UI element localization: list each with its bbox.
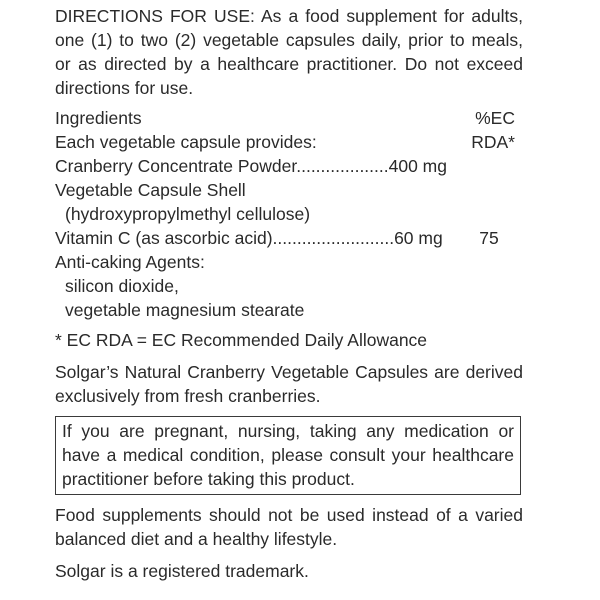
rda-heading-line1: %EC [475,108,515,128]
derived-statement: Solgar’s Natural Cranberry Vegetable Capsules are derived exclusively from fresh cranberries. [55,362,523,406]
ingredient-text: Vegetable Capsule Shell [55,180,246,200]
ingredient-text: Anti-caking Agents: [55,252,205,272]
ingredient-text: Vitamin C (as ascorbic acid).........................60 mg [55,228,443,248]
warning-text: If you are pregnant, nursing, taking any medication or have a medical condition, please consult your healthcare practitioner before taking this product. [62,421,514,489]
supplement-label [55,4,523,583]
ingredient-rda [455,178,523,202]
rda-heading-line2: RDA* [471,132,515,152]
ingredient-row [55,202,523,226]
ingredient-row [55,178,523,202]
ingredients-table [55,106,523,322]
ingredients-heading: Ingredients [55,108,142,128]
directions-text: DIRECTIONS FOR USE: As a food supplement for adults, one (1) to two (2) vegetable capsules daily, prior to meals, or as directed by a healthcare practitioner. Do not exceed directions for use. [55,6,523,98]
ingredient-row [55,298,523,322]
ingredient-text: silicon dioxide, [65,276,179,296]
ingredient-rda [455,202,523,226]
ingredients-subheader-row [55,130,523,154]
ingredient-rda [455,250,523,274]
ingredient-rda [455,298,523,322]
ingredient-text: vegetable magnesium stearate [65,300,305,320]
ingredient-row [55,250,523,274]
ingredient-text: Cranberry Concentrate Powder...................400 mg [55,156,447,176]
rda-footnote: * EC RDA = EC Recommended Daily Allowance [55,330,428,350]
ingredient-rda [455,154,523,178]
ingredient-row [55,226,523,250]
ingredient-rda [455,274,523,298]
ingredient-row [55,274,523,298]
warning-box [55,416,521,495]
ingredient-text: (hydroxypropylmethyl cellulose) [65,204,311,224]
ingredient-rda: 75 [479,228,499,248]
ingredients-subheading: Each vegetable capsule provides: [55,132,317,152]
trademark-note: Solgar is a registered trademark. [55,561,309,581]
ingredient-row [55,154,523,178]
food-supplement-note: Food supplements should not be used instead of a varied balanced diet and a healthy lifestyle. [55,505,523,549]
ingredients-header-row [55,106,523,130]
